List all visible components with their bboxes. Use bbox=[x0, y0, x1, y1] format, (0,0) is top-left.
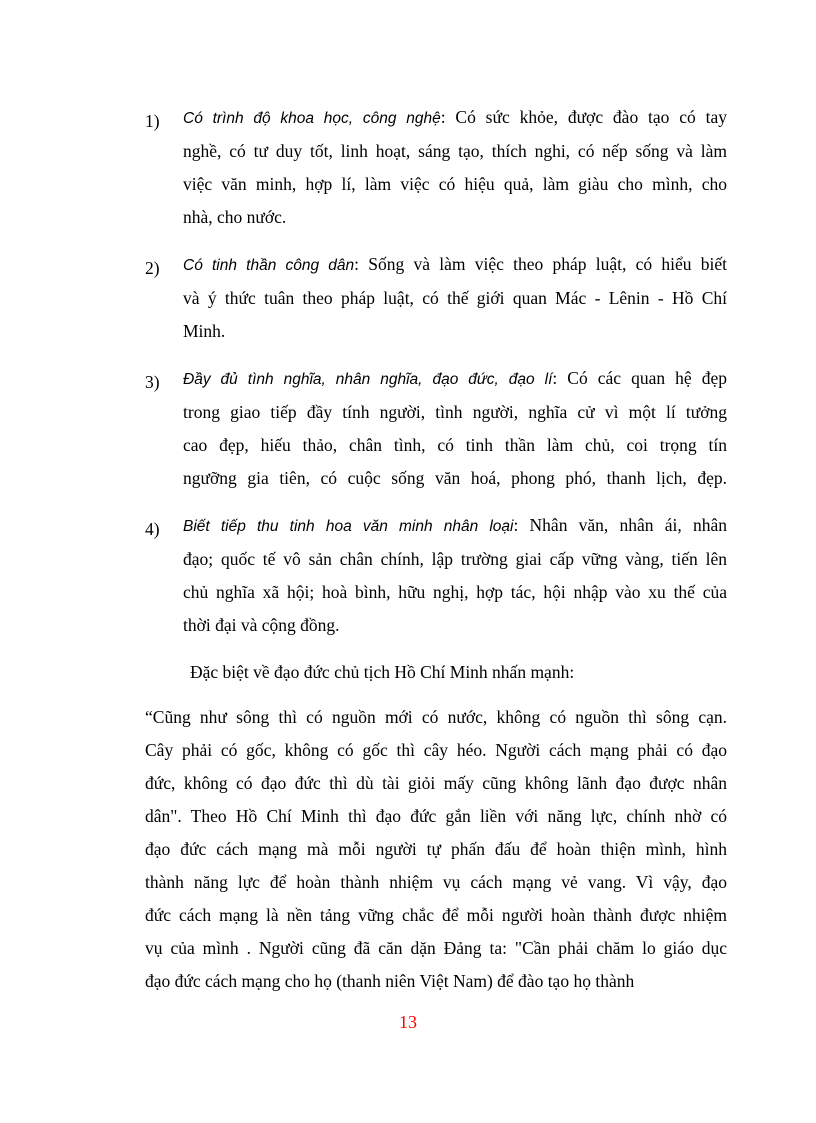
list-number: 1) bbox=[145, 111, 160, 131]
quote-line: đức cách mạng là nền tảng vững chắc để mỗi người hoàn thành được nhiệm bbox=[145, 905, 727, 925]
item-text: : Có sức khỏe, được đào tạo có tay bbox=[440, 107, 727, 127]
item-text: : Sống và làm việc theo pháp luật, có hiểu biết bbox=[354, 254, 728, 274]
item-text: : Nhân văn, nhân ái, nhân bbox=[513, 515, 727, 535]
item-text: nhà, cho nước. bbox=[183, 207, 287, 227]
item-lead: Đầy đủ tình nghĩa, nhân nghĩa, đạo đức, đạo lí bbox=[183, 371, 553, 388]
quote-line: vụ của mình . Người cũng đã căn dặn Đảng ta: "Cần phải chăm lo giáo dục bbox=[145, 938, 727, 958]
list-item-1 bbox=[145, 101, 727, 234]
item-lead: Có trình độ khoa học, công nghệ bbox=[183, 110, 441, 127]
list-item-3 bbox=[145, 362, 727, 495]
list-number: 3) bbox=[145, 372, 160, 392]
item-text: : Có các quan hệ đẹp bbox=[552, 368, 727, 388]
quote-line: đạo đức cách mạng cho họ (thanh niên Việt Nam) để đào tạo họ thành bbox=[145, 971, 635, 991]
list-item-2 bbox=[145, 248, 727, 348]
item-text: chủ nghĩa xã hội; hoà bình, hữu nghị, hợp tác, hội nhập vào xu thế của bbox=[183, 582, 727, 602]
item-text: Minh. bbox=[183, 321, 226, 341]
list-number: 2) bbox=[145, 258, 160, 278]
quote-paragraph bbox=[145, 701, 727, 998]
quote-line: đức, không có đạo đức thì dù tài giỏi mấy cũng không lãnh đạo được nhân bbox=[145, 773, 727, 793]
quote-line: dân". Theo Hồ Chí Minh thì đạo đức gắn liền với năng lực, chính nhờ có bbox=[145, 806, 727, 826]
item-text: và ý thức tuân theo pháp luật, có thế giới quan Mác - Lênin - Hồ Chí bbox=[183, 288, 727, 308]
item-text: đạo; quốc tế vô sản chân chính, lập trường giai cấp vững vàng, tiến lên bbox=[183, 549, 727, 569]
list-number: 4) bbox=[145, 519, 160, 539]
page-number: 13 bbox=[399, 1012, 417, 1032]
item-text: việc văn minh, hợp lí, làm việc có hiệu quả, làm giàu cho mình, cho bbox=[183, 174, 727, 194]
quote-line: Cây phải có gốc, không có gốc thì cây héo. Người cách mạng phải có đạo bbox=[145, 740, 727, 760]
list-item-4 bbox=[145, 509, 727, 642]
item-lead: Biết tiếp thu tinh hoa văn minh nhân loại bbox=[183, 518, 514, 535]
quote-line: thành năng lực để hoàn thành nhiệm vụ cách mạng vẻ vang. Vì vậy, đạo bbox=[145, 872, 727, 892]
item-text: cao đẹp, hiếu thảo, chân tình, có tinh thần làm chủ, coi trọng tín bbox=[183, 435, 727, 455]
quote-line: “Cũng như sông thì có nguồn mới có nước, không có nguồn thì sông cạn. bbox=[145, 707, 727, 727]
item-text: ngưỡng gia tiên, có cuộc sống văn hoá, phong phó, thanh lịch, đẹp. bbox=[183, 468, 727, 488]
item-lead: Có tinh thần công dân bbox=[183, 257, 355, 274]
item-text: trong giao tiếp đầy tính người, tình người, nghĩa cử vì một lí tưởng bbox=[183, 402, 727, 422]
item-text: thời đại và cộng đồng. bbox=[183, 615, 340, 635]
quote-line: đạo đức cách mạng mà mỗi người tự phấn đấu để hoàn thiện mình, hình bbox=[145, 839, 727, 859]
page-content bbox=[145, 101, 727, 998]
special-note: Đặc biệt về đạo đức chủ tịch Hồ Chí Minh nhấn mạnh: bbox=[190, 662, 575, 682]
item-text: nghề, có tư duy tốt, linh hoạt, sáng tạo, thích nghi, có nếp sống và làm bbox=[183, 141, 727, 161]
